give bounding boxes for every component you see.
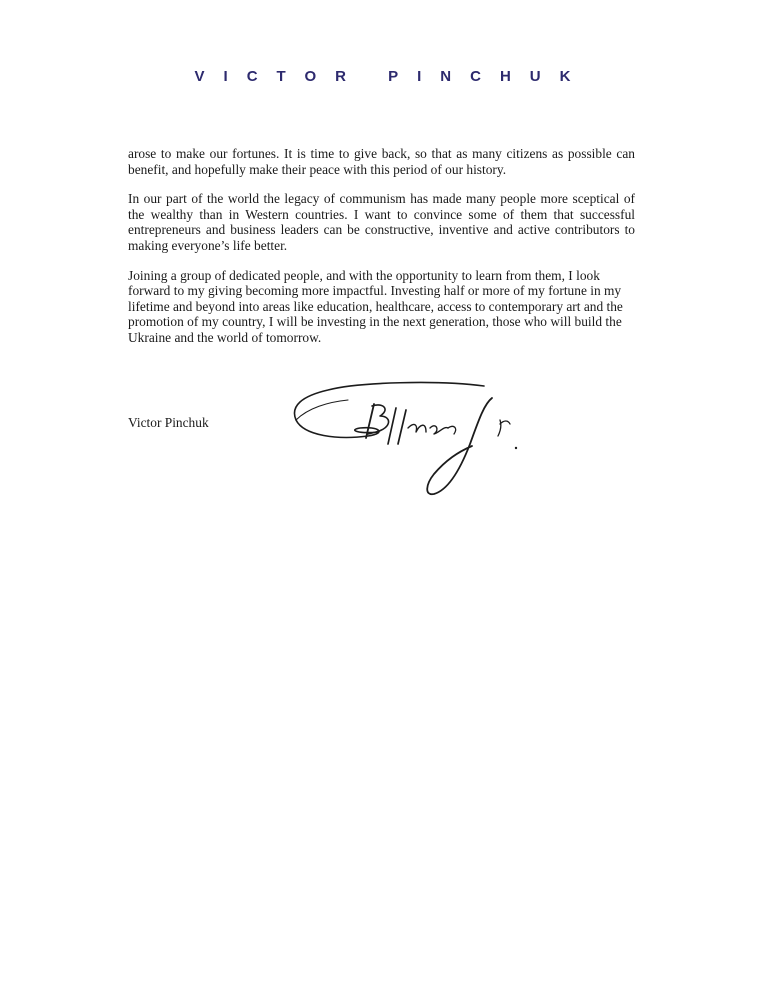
letter-paragraph-2: In our part of the world the legacy of communism has made many people more sceptical of the wealthy than in Western countries. I want to convince some of them that successful entrepreneurs and business leaders can be constructive, inventive and active contributors to making everyone’s life better. <box>128 191 635 253</box>
closing-signatory-name: Victor Pinchuk <box>128 415 209 430</box>
letter-paragraph-3: Joining a group of dedicated people, and with the opportunity to learn from them, I look forward to my giving becoming more impactful. Investing half or more of my fortune in my lifetime and beyond into areas like education, healthcare, access to contemporary art and the promotion of my country, I will be investing in the next generation, those who will build the Ukraine and the world of tomorrow. <box>128 267 623 345</box>
handwritten-signature-icon <box>288 378 528 500</box>
letter-body <box>128 146 635 360</box>
letterhead-name: VICTOR PINCHUK <box>194 68 590 85</box>
letter-paragraph-1: arose to make our fortunes. It is time to give back, so that as many citizens as possible can benefit, and hopefully make their peace with this period of our history. <box>128 146 635 177</box>
